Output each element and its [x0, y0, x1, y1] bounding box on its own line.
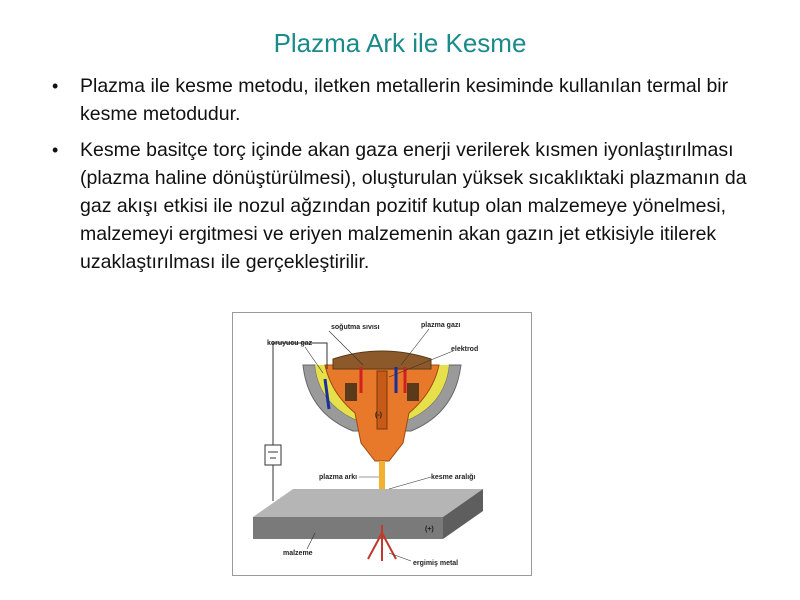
- bullet-dot-icon: •: [52, 76, 59, 96]
- bullet-dot-icon: •: [52, 140, 59, 160]
- label-plazma-gazi: plazma gazı: [421, 322, 461, 329]
- negative-pole-label: (-): [375, 412, 382, 419]
- label-malzeme: malzeme: [283, 550, 313, 557]
- label-plazma-arki: plazma arkı: [319, 474, 358, 481]
- bullet-list: [52, 72, 772, 284]
- torch-cap: [333, 351, 431, 369]
- power-source: [265, 445, 281, 465]
- bullet-item: [52, 72, 772, 128]
- label-koruyucu: koruyucu gaz: [267, 340, 313, 347]
- cavity-right: [407, 383, 419, 401]
- workpiece-top: [253, 489, 483, 517]
- diagram-svg: [233, 313, 531, 575]
- cavity-left: [345, 383, 357, 401]
- electrode: [377, 371, 387, 429]
- label-ergimis: ergimiş metal: [413, 560, 459, 567]
- bullet-text: Kesme basitçe torç içinde akan gaza enerji verilerek kısmen iyonlaştırılması (plazma haline dönüştürülmesi), oluşturulan yüksek sıcaklıktaki plazmanın da gaz akışı etkisi ile nozul ağzından pozitif kutup olan malzemeye yönelmesi, malzemeyi ergitmesi ve eriyen malzemenin akan gazın jet etkisiyle itilerek uzaklaştırılması ile gerçekleştirilir.: [80, 139, 747, 273]
- workpiece-front: [253, 517, 443, 539]
- slide-title: Plazma Ark ile Kesme: [273, 28, 527, 58]
- positive-pole-label: (+): [425, 526, 434, 533]
- label-elektrod: elektrod: [451, 346, 479, 353]
- plasma-torch-diagram: [232, 312, 532, 576]
- leader-line: [389, 553, 411, 561]
- label-kesme-araligi: kesme aralığı: [431, 474, 476, 481]
- label-sogutma: soğutma sıvısı: [331, 324, 380, 331]
- bullet-text: Plazma ile kesme metodu, iletken metallerin kesiminde kullanılan termal bir kesme metodudur.: [80, 75, 729, 125]
- leader-line: [389, 477, 431, 489]
- bullet-item: [52, 136, 772, 276]
